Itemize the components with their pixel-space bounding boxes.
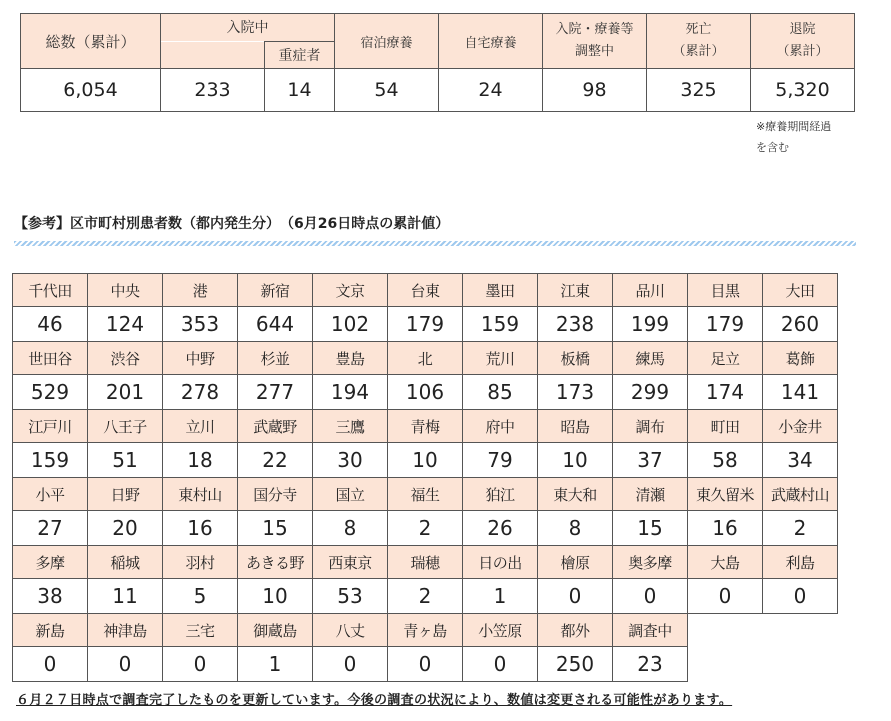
- municipality-name: 青梅: [388, 410, 463, 443]
- municipality-count: 0: [313, 647, 388, 682]
- inpatient-value: 233: [161, 69, 265, 112]
- municipality-name: 多摩: [13, 546, 88, 579]
- municipality-count: 15: [238, 511, 313, 546]
- municipality-name: 国分寺: [238, 478, 313, 511]
- death-header-line2: （累計）: [672, 44, 725, 59]
- municipality-count: 30: [313, 443, 388, 478]
- discharged-value: 5,320: [751, 69, 855, 112]
- municipality-name: 港: [163, 274, 238, 307]
- municipality-count: 194: [313, 375, 388, 410]
- municipality-count: 51: [88, 443, 163, 478]
- municipality-count: 141: [763, 375, 838, 410]
- summary-table: [20, 13, 855, 112]
- municipality-name: 足立: [688, 342, 763, 375]
- municipality-name-row: [13, 342, 838, 375]
- discharge-note-line1: ※療養期間経過: [756, 120, 832, 133]
- municipality-name: 目黒: [688, 274, 763, 307]
- adjusting-header-line2: 調整中: [574, 44, 614, 59]
- municipality-count: 53: [313, 579, 388, 614]
- municipality-count: 15: [613, 511, 688, 546]
- municipality-name: 大田: [763, 274, 838, 307]
- municipality-count: 1: [463, 579, 538, 614]
- municipality-count: 179: [388, 307, 463, 342]
- municipality-count: 353: [163, 307, 238, 342]
- inpatient-header: 入院中: [161, 14, 335, 42]
- discharge-note: [756, 116, 846, 158]
- municipality-name: 八王子: [88, 410, 163, 443]
- municipality-count: 22: [238, 443, 313, 478]
- municipality-count: 2: [388, 511, 463, 546]
- hotel-header: 宿泊療養: [335, 14, 439, 69]
- municipality-count: 238: [538, 307, 613, 342]
- municipality-name: 文京: [313, 274, 388, 307]
- municipality-count: 10: [388, 443, 463, 478]
- home-value: 24: [439, 69, 543, 112]
- municipality-count: 124: [88, 307, 163, 342]
- municipality-count: 37: [613, 443, 688, 478]
- municipality-name-row: [13, 274, 838, 307]
- municipality-count: 5: [163, 579, 238, 614]
- municipality-name: 調布: [613, 410, 688, 443]
- municipality-name: 北: [388, 342, 463, 375]
- municipality-count: 79: [463, 443, 538, 478]
- municipality-value-row: [13, 647, 838, 682]
- municipality-count: 174: [688, 375, 763, 410]
- death-value: 325: [647, 69, 751, 112]
- municipality-name: 狛江: [463, 478, 538, 511]
- municipality-count: 199: [613, 307, 688, 342]
- discharged-header-line1: 退院: [789, 22, 816, 37]
- municipality-name: 中野: [163, 342, 238, 375]
- municipality-count: 27: [13, 511, 88, 546]
- empty-cell: [688, 647, 763, 682]
- municipality-name: 奥多摩: [613, 546, 688, 579]
- municipality-name: 福生: [388, 478, 463, 511]
- municipality-name: 大島: [688, 546, 763, 579]
- municipality-count: 159: [463, 307, 538, 342]
- severe-value: 14: [265, 69, 335, 112]
- empty-cell: [763, 614, 838, 647]
- discharge-note-line2: を含む: [756, 141, 789, 154]
- municipality-name: 新島: [13, 614, 88, 647]
- municipality-count: 278: [163, 375, 238, 410]
- municipality-name: 東村山: [163, 478, 238, 511]
- municipality-count: 173: [538, 375, 613, 410]
- municipality-count: 106: [388, 375, 463, 410]
- municipality-count: 277: [238, 375, 313, 410]
- municipality-name: 小平: [13, 478, 88, 511]
- municipality-count: 16: [163, 511, 238, 546]
- municipality-name: 西東京: [313, 546, 388, 579]
- total-value: 6,054: [21, 69, 161, 112]
- municipality-name: 品川: [613, 274, 688, 307]
- total-header: 総数（累計）: [21, 14, 161, 69]
- municipality-name: 羽村: [163, 546, 238, 579]
- municipality-count: 529: [13, 375, 88, 410]
- municipality-name: 小金井: [763, 410, 838, 443]
- municipality-name: 豊島: [313, 342, 388, 375]
- municipality-count: 8: [538, 511, 613, 546]
- municipality-name: 武蔵野: [238, 410, 313, 443]
- municipality-count: 0: [538, 579, 613, 614]
- municipality-name: 立川: [163, 410, 238, 443]
- municipality-count: 299: [613, 375, 688, 410]
- section-title: 【参考】区市町村別患者数（都内発生分） （6月26日時点の累計値）: [14, 216, 450, 232]
- section-divider: [14, 241, 856, 246]
- adjusting-value: 98: [543, 69, 647, 112]
- municipality-count: 0: [688, 579, 763, 614]
- municipality-count: 85: [463, 375, 538, 410]
- municipality-name: 都外: [538, 614, 613, 647]
- municipality-name: 八丈: [313, 614, 388, 647]
- municipality-name: 清瀬: [613, 478, 688, 511]
- municipality-name: 世田谷: [13, 342, 88, 375]
- municipality-name: 葛飾: [763, 342, 838, 375]
- municipality-name: 渋谷: [88, 342, 163, 375]
- municipality-name: 墨田: [463, 274, 538, 307]
- municipality-name: 神津島: [88, 614, 163, 647]
- municipality-name: 町田: [688, 410, 763, 443]
- municipality-name: 練馬: [613, 342, 688, 375]
- severe-header: 重症者: [265, 42, 335, 69]
- municipality-count: 250: [538, 647, 613, 682]
- municipality-name: 荒川: [463, 342, 538, 375]
- municipality-count: 16: [688, 511, 763, 546]
- municipality-count: 102: [313, 307, 388, 342]
- municipality-name: 御蔵島: [238, 614, 313, 647]
- municipality-table: [12, 273, 838, 682]
- municipality-name: 杉並: [238, 342, 313, 375]
- municipality-value-row: [13, 375, 838, 410]
- municipality-count: 26: [463, 511, 538, 546]
- municipality-name: 瑞穂: [388, 546, 463, 579]
- municipality-count: 179: [688, 307, 763, 342]
- municipality-name: 利島: [763, 546, 838, 579]
- municipality-name: 中央: [88, 274, 163, 307]
- discharged-header: [751, 14, 855, 69]
- hotel-value: 54: [335, 69, 439, 112]
- municipality-value-row: [13, 579, 838, 614]
- municipality-count: 1: [238, 647, 313, 682]
- municipality-count: 0: [13, 647, 88, 682]
- municipality-count: 2: [388, 579, 463, 614]
- inpatient-spacer: [161, 42, 265, 69]
- municipality-name: 調査中: [613, 614, 688, 647]
- home-header: 自宅療養: [439, 14, 543, 69]
- municipality-name: 小笠原: [463, 614, 538, 647]
- municipality-name: 府中: [463, 410, 538, 443]
- municipality-name: 東大和: [538, 478, 613, 511]
- municipality-name: 板橋: [538, 342, 613, 375]
- municipality-count: 0: [163, 647, 238, 682]
- empty-cell: [763, 647, 838, 682]
- municipality-count: 10: [538, 443, 613, 478]
- municipality-count: 38: [13, 579, 88, 614]
- municipality-count: 260: [763, 307, 838, 342]
- death-header-line1: 死亡: [685, 22, 712, 37]
- municipality-count: 34: [763, 443, 838, 478]
- empty-cell: [688, 614, 763, 647]
- municipality-count: 2: [763, 511, 838, 546]
- municipality-count: 644: [238, 307, 313, 342]
- death-header: [647, 14, 751, 69]
- municipality-name: 江戸川: [13, 410, 88, 443]
- municipality-name: 日野: [88, 478, 163, 511]
- municipality-name: 日の出: [463, 546, 538, 579]
- municipality-count: 18: [163, 443, 238, 478]
- municipality-name: 国立: [313, 478, 388, 511]
- municipality-count: 201: [88, 375, 163, 410]
- municipality-name-row: [13, 614, 838, 647]
- municipality-count: 58: [688, 443, 763, 478]
- footer-note: ６月２７日時点で調査完了したものを更新しています。今後の調査の状況により、数値は変更される可能性があります。: [16, 693, 733, 708]
- municipality-name: 台東: [388, 274, 463, 307]
- municipality-name: 青ヶ島: [388, 614, 463, 647]
- municipality-name: 千代田: [13, 274, 88, 307]
- discharged-header-line2: （累計）: [776, 44, 829, 59]
- municipality-count: 0: [388, 647, 463, 682]
- municipality-name-row: [13, 478, 838, 511]
- municipality-name: あきる野: [238, 546, 313, 579]
- municipality-name: 昭島: [538, 410, 613, 443]
- municipality-name-row: [13, 546, 838, 579]
- municipality-count: 8: [313, 511, 388, 546]
- municipality-count: 159: [13, 443, 88, 478]
- municipality-name: 三宅: [163, 614, 238, 647]
- municipality-value-row: [13, 511, 838, 546]
- municipality-name: 檜原: [538, 546, 613, 579]
- adjusting-header: [543, 14, 647, 69]
- municipality-count: 23: [613, 647, 688, 682]
- adjusting-header-line1: 入院・療養等: [555, 22, 634, 37]
- municipality-count: 10: [238, 579, 313, 614]
- municipality-count: 0: [613, 579, 688, 614]
- municipality-count: 11: [88, 579, 163, 614]
- municipality-value-row: [13, 443, 838, 478]
- municipality-name: 東久留米: [688, 478, 763, 511]
- municipality-count: 0: [763, 579, 838, 614]
- municipality-name: 武蔵村山: [763, 478, 838, 511]
- municipality-name-row: [13, 410, 838, 443]
- municipality-count: 0: [88, 647, 163, 682]
- municipality-name: 新宿: [238, 274, 313, 307]
- municipality-name: 三鷹: [313, 410, 388, 443]
- municipality-count: 20: [88, 511, 163, 546]
- municipality-value-row: [13, 307, 838, 342]
- municipality-count: 46: [13, 307, 88, 342]
- municipality-count: 0: [463, 647, 538, 682]
- municipality-name: 江東: [538, 274, 613, 307]
- municipality-name: 稲城: [88, 546, 163, 579]
